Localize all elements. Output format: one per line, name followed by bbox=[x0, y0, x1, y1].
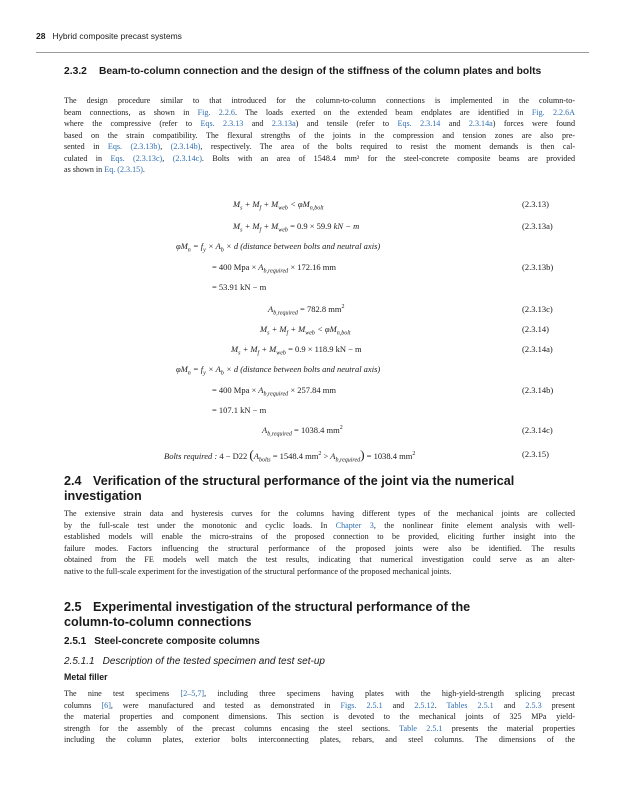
text-line: by the full-scale test under the monotonic and cyclic loads. In Chapter 3, the nonlinear finite element analysis with well- bbox=[64, 520, 575, 530]
equation: = 107.1 kN − m bbox=[212, 405, 267, 415]
text-line: as shown in Eq. (2.3.15). bbox=[64, 165, 145, 174]
text-line: including the column plates, exterior bolts interconnecting plates, rebars, and steel columns. The dimensions of the bbox=[64, 735, 575, 744]
text-line: obtained from the FE models well match the test results, indicating that numerical investigation could serve as an alter- bbox=[64, 555, 575, 564]
section-number: 2.3.2 bbox=[64, 66, 87, 77]
header-rule bbox=[36, 52, 589, 53]
equation: = 53.91 kN − m bbox=[212, 282, 267, 292]
paragraph-2-5-1-1 bbox=[64, 688, 575, 746]
equation-label: (2.3.14c) bbox=[522, 425, 553, 435]
text-line: based on the strain compatibility. The flexural strengths of the joints in the compression and tension zones are also pre- bbox=[64, 130, 575, 140]
section-2-5-1-1-heading: 2.5.1.1 Description of the tested specimen and test set-up bbox=[64, 656, 325, 667]
equation: $M_s + M_f + M_{web} < \varphi M_{n,bolt}$ bbox=[233, 199, 324, 212]
paragraph-2-4 bbox=[64, 508, 575, 577]
text-line: The extensive strain data and hysteresis curves for the columns having different types of the mechanical joints are collected bbox=[64, 509, 575, 518]
equation: $\varphi M_n = f_y \times A_b \times d$ (distance between bolts and neutral axis) bbox=[176, 364, 381, 377]
text-line: The design procedure similar to that introduced for the column-to-column connections is implemented in the column-to- bbox=[64, 96, 575, 105]
equation: $M_s + M_f + M_{web} = 0.9 \times 59.9$ kN − m bbox=[233, 221, 360, 234]
text-line: the material properties and component dimensions. This section is devoted to the mechanical joints of 325 MPa yield- bbox=[64, 712, 575, 721]
page-number: 28 bbox=[36, 31, 46, 41]
text-line: native to the full-scale experiment for the investigation of the structural performance of the proposed mechanical joints. bbox=[64, 566, 452, 576]
subheading-metal-filler: Metal filler bbox=[64, 672, 108, 682]
equation: $M_s + M_f + M_{web} < \varphi M_{n,bolt}$ bbox=[260, 324, 351, 337]
equation: $A_{b,required} = 1038.4$ $mm^2$ bbox=[262, 425, 343, 438]
text-line: strength for the assembly of the precast columns encasing the steel sections. Table 2.5.1 presents the material properties bbox=[64, 723, 575, 733]
equation: Bolts required : 4 − D22 ($A_{bolts} = 1548.4$ $mm^2 > A_{b,required}) = 1038.4$ $mm^2$ bbox=[164, 447, 416, 464]
section-2-4-heading: 2.4 Verification of the structural performance of the joint via the numerical investigation bbox=[64, 474, 515, 503]
text-line: The nine test specimens [2–5,7], including three specimens having plates with the high-yield-strength splicing precast bbox=[64, 689, 575, 698]
text-line: where the compressive (refer to Eqs. 2.3.13 and 2.3.13a) and tensile (refer to Eqs. 2.3.14 and 2.3.14a) forces were found bbox=[64, 119, 576, 128]
paragraph-2-3-2 bbox=[64, 95, 575, 176]
equation-label: (2.3.13c) bbox=[522, 304, 553, 314]
equation: = 400 Mpa × $A_{b,required} \times 257.84$ mm bbox=[212, 385, 336, 398]
equation-label: (2.3.14) bbox=[522, 324, 549, 334]
running-title: Hybrid composite precast systems bbox=[52, 31, 182, 41]
text-line: established models will enable the micro-strains of the proposed connection to be provided, eliciting further insight into the bbox=[64, 532, 575, 541]
text-line: beam connections, as shown in Fig. 2.2.6. The loads exerted on the extended beam endplates are identified in Fig. 2.2.6A bbox=[64, 107, 575, 117]
equation-label: (2.3.14a) bbox=[522, 344, 553, 354]
text-line: failure modes. Factors influencing the structural performance of the proposed joints were also be identified. The results bbox=[64, 543, 575, 553]
section-2-5-heading: 2.5 Experimental investigation of the structural performance of the column-to-column connections bbox=[64, 600, 471, 629]
equation-label: (2.3.13b) bbox=[522, 262, 554, 272]
equation: $A_{b,required} = 782.8$ $mm^2$ bbox=[268, 304, 345, 317]
equation-label: (2.3.13a) bbox=[522, 221, 553, 231]
text-line: columns [6], were manufactured and tested as demonstrated in Figs. 2.5.1 and 2.5.12. Tables 2.5.1 and 2.5.3 present bbox=[64, 700, 575, 710]
equation-label: (2.3.15) bbox=[522, 449, 549, 459]
running-header bbox=[36, 31, 182, 41]
section-2-5-1-heading: 2.5.1 Steel-concrete composite columns bbox=[64, 636, 260, 647]
equation: = 400 Mpa × $A_{b,required} \times 172.16$ mm bbox=[212, 262, 336, 275]
equation: $\varphi M_n = f_y \times A_b \times d$ (distance between bolts and neutral axis) bbox=[176, 241, 381, 254]
equation: $M_s + M_f + M_{web} = 0.9 \times 118.9$ kN − m bbox=[231, 344, 362, 357]
text-line: culated in Eqs. (2.3.13c), (2.3.14c). Bolts with an area of 1548.4 mm² for the steel-concrete composite beams are provided bbox=[64, 153, 576, 163]
equation-label: (2.3.14b) bbox=[522, 385, 554, 395]
section-title: Beam-to-column connection and the design of the stiffness of the column plates and bolts bbox=[99, 66, 542, 77]
equation-label: (2.3.13) bbox=[522, 199, 549, 209]
text-line: sented in Eqs. (2.3.13b), (2.3.14b), respectively. The area of the bolts required to resist the moment demands is then cal- bbox=[64, 142, 576, 151]
